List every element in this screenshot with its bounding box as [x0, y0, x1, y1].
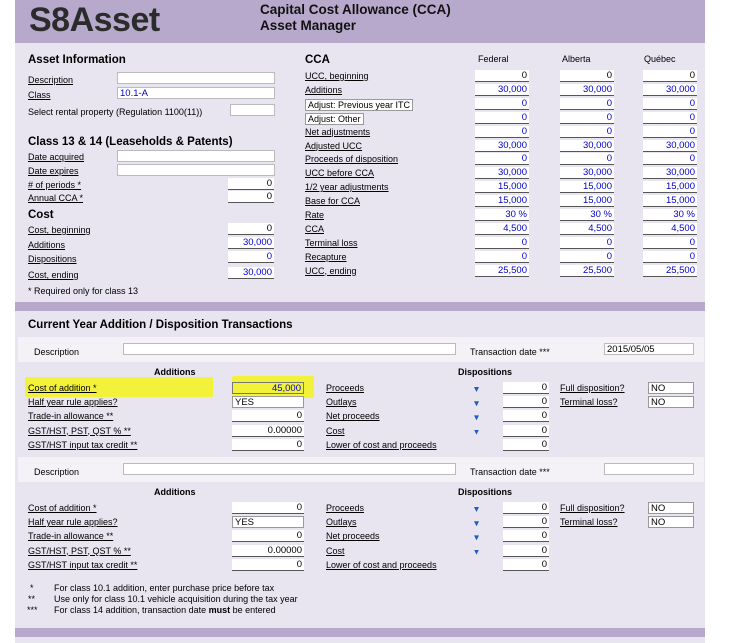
disposition-value-input[interactable]: 0 [503, 439, 549, 451]
addition-row-label: Cost of addition * [28, 383, 97, 393]
cca-value-quebec: 30,000 [643, 140, 697, 152]
transaction-date-input[interactable]: 2015/05/05 [604, 343, 694, 355]
disposition-row-label: Lower of cost and proceeds [326, 559, 437, 570]
transaction-date-input[interactable] [604, 463, 694, 475]
full-disposition-label: Full disposition? [560, 503, 625, 513]
cca-row-label: UCC before CCA [305, 168, 375, 179]
cca-row-label: CCA [305, 223, 325, 234]
description-label: Description [34, 347, 80, 357]
col-alberta: Alberta [562, 54, 591, 64]
addition-value-input[interactable]: 0 [232, 559, 304, 571]
rental-property-select[interactable] [230, 104, 275, 116]
cca-value-federal: 0 [475, 251, 529, 263]
cca-value-alberta: 30 % [560, 209, 614, 221]
cca-value-quebec: 30,000 [643, 84, 697, 96]
footnote-mark: * [30, 583, 34, 593]
cca-value-alberta: 30,000 [560, 167, 614, 179]
description-input[interactable] [123, 343, 456, 355]
date-acquired-label: Date acquired [28, 152, 85, 162]
cca-row-label: Terminal loss [305, 237, 358, 248]
cca-value-quebec: 15,000 [643, 181, 697, 193]
cca-value-alberta[interactable]: 0 [560, 98, 614, 110]
cca-heading: CCA [305, 54, 330, 66]
disposition-row-label: Cost [326, 545, 345, 556]
annual-cca-label: Annual CCA * [28, 193, 84, 203]
cca-value-quebec: 0 [643, 237, 697, 249]
cca-value-alberta: 0 [560, 237, 614, 249]
footnote-text: Use only for class 10.1 vehicle acquisition during the tax year [54, 594, 298, 604]
col-federal: Federal [478, 54, 509, 64]
cca-row-label: UCC, ending [305, 265, 357, 276]
disposition-value-input[interactable]: 0 [503, 410, 549, 422]
cca-value-alberta: 0 [560, 153, 614, 165]
disposition-value-input[interactable]: 0 [503, 516, 549, 528]
additions-heading: Additions [154, 367, 196, 377]
addition-row-label: GST/HST, PST, QST % ** [28, 545, 131, 556]
bottom-separator [15, 628, 705, 637]
cca-row-label: Adjusted UCC [305, 140, 363, 151]
title-line-1: Capital Cost Allowance (CCA) [260, 2, 451, 17]
app-title [260, 2, 451, 34]
date-expires-label: Date expires [28, 166, 79, 176]
disposition-row-label: Proceeds [326, 503, 365, 513]
disposition-row-label: Net proceeds [326, 531, 380, 542]
terminal-loss-label: Terminal loss? [560, 517, 618, 528]
cca-row-label: Rate [305, 210, 325, 220]
disposition-value-input[interactable]: 0 [503, 382, 549, 394]
cca-value-quebec: 0 [643, 126, 697, 138]
class-input[interactable]: 10.1-A [117, 87, 275, 99]
footnote-mark: *** [27, 605, 38, 615]
cost-dispositions-value: 0 [228, 251, 274, 263]
date-expires-input[interactable] [117, 164, 275, 176]
cost-heading: Cost [28, 209, 54, 221]
addition-row-label: Trade-in allowance ** [28, 411, 114, 422]
section-separator [15, 302, 705, 311]
cca-row-label: 1/2 year adjustments [305, 182, 389, 193]
cca-value-federal[interactable]: 0 [475, 112, 529, 124]
disposition-row-label: Outlays [326, 397, 357, 408]
additions-heading: Additions [154, 487, 196, 497]
disposition-value-input[interactable]: 0 [503, 396, 549, 408]
cca-value-quebec[interactable]: 0 [643, 112, 697, 124]
rental-property-label: Select rental property (Regulation 1100(11)) [28, 107, 203, 117]
addition-row-label: Trade-in allowance ** [28, 531, 114, 542]
addition-value-input[interactable]: 0 [232, 502, 304, 514]
footnote-text: For class 14 addition, transaction date must be entered [54, 605, 276, 615]
cca-value-federal: 0 [475, 70, 529, 82]
class13-footnote: * Required only for class 13 [28, 286, 139, 296]
cca-value-quebec: 0 [643, 153, 697, 165]
annual-cca-input[interactable]: 0 [228, 191, 274, 203]
cca-value-alberta: 0 [560, 70, 614, 82]
date-acquired-input[interactable] [117, 150, 275, 162]
cca-value-federal: 30,000 [475, 167, 529, 179]
description-input[interactable] [117, 72, 275, 84]
dispositions-heading: Dispositions [458, 487, 513, 497]
addition-row-label: GST/HST input tax credit ** [28, 559, 138, 570]
cca-row-label: Additions [305, 84, 343, 95]
addition-value-input[interactable]: 0 [232, 439, 304, 451]
addition-value-input[interactable]: 0 [232, 530, 304, 542]
cost-beginning-value: 0 [228, 223, 274, 235]
cca-value-federal: 25,500 [475, 265, 529, 277]
cca-row-label[interactable]: Adjust: Other [305, 113, 364, 125]
disposition-row-label: Proceeds [326, 383, 365, 393]
cca-value-quebec: 25,500 [643, 265, 697, 277]
cca-value-federal: 15,000 [475, 195, 529, 207]
disposition-value-input[interactable]: 0 [503, 530, 549, 542]
cost-row-label: Cost, ending [28, 270, 79, 280]
cca-row-label: Base for CCA [305, 196, 361, 207]
class-label: Class [28, 90, 51, 100]
transactions-heading: Current Year Addition / Disposition Transactions [28, 319, 293, 331]
cca-value-alberta: 0 [560, 251, 614, 263]
cca-value-federal: 30,000 [475, 140, 529, 152]
cca-value-alberta: 0 [560, 126, 614, 138]
half-year-select[interactable]: YES [232, 516, 304, 528]
disposition-value-input[interactable]: 0 [503, 425, 549, 437]
cca-value-alberta: 4,500 [560, 223, 614, 235]
addition-value-input[interactable]: 0 [232, 410, 304, 422]
addition-value-input[interactable]: 45,000 [232, 382, 304, 394]
cca-value-federal: 4,500 [475, 223, 529, 235]
cca-row-label[interactable]: Adjust: Previous year ITC [305, 99, 413, 111]
cost-ending-value: 30,000 [228, 267, 274, 279]
cca-value-alberta: 15,000 [560, 181, 614, 193]
cca-value-federal[interactable]: 0 [475, 98, 529, 110]
addition-row-label: GST/HST, PST, QST % ** [28, 425, 131, 436]
app-logo: S8Asset [29, 1, 160, 39]
cca-value-federal: 30 % [475, 209, 529, 221]
dispositions-heading: Dispositions [458, 367, 513, 377]
class13-heading: Class 13 & 14 (Leaseholds & Patents) [28, 136, 233, 148]
disposition-row-label: Net proceeds [326, 411, 380, 422]
cca-value-quebec: 15,000 [643, 195, 697, 207]
cca-row-label: Proceeds of disposition [305, 154, 399, 165]
disposition-row-label: Outlays [326, 517, 357, 528]
disposition-value-input[interactable]: 0 [503, 559, 549, 571]
full-disposition-select[interactable]: NO [648, 382, 694, 394]
disposition-value-input[interactable]: 0 [503, 502, 549, 514]
cca-value-alberta: 30,000 [560, 84, 614, 96]
cca-value-alberta[interactable]: 0 [560, 112, 614, 124]
periods-input[interactable]: 0 [228, 178, 274, 190]
addition-value-input[interactable]: 0.00000 [232, 425, 304, 437]
cca-value-federal: 0 [475, 237, 529, 249]
cca-value-quebec[interactable]: 0 [643, 98, 697, 110]
description-label: Description [28, 75, 74, 85]
description-input[interactable] [123, 463, 456, 475]
terminal-loss-select[interactable]: NO [648, 396, 694, 408]
asset-info-heading: Asset Information [28, 54, 126, 66]
addition-row-label: Half year rule applies? [28, 397, 118, 408]
cost-row-label: Additions [28, 240, 66, 250]
cca-value-quebec: 4,500 [643, 223, 697, 235]
cost-additions-value: 30,000 [228, 237, 274, 249]
cost-row-label: Cost, beginning [28, 225, 91, 235]
description-label: Description [34, 467, 80, 477]
terminal-loss-select[interactable]: NO [648, 516, 694, 528]
addition-row-label: GST/HST input tax credit ** [28, 439, 138, 450]
addition-row-label: Cost of addition * [28, 503, 97, 513]
cca-value-quebec: 0 [643, 251, 697, 263]
cca-value-alberta: 30,000 [560, 140, 614, 152]
full-disposition-label: Full disposition? [560, 383, 625, 393]
footnote-mark: ** [28, 594, 36, 604]
cca-value-quebec: 0 [643, 70, 697, 82]
half-year-select[interactable]: YES [232, 396, 304, 408]
cca-row-label: UCC, beginning [305, 71, 369, 81]
cca-value-alberta: 25,500 [560, 265, 614, 277]
cca-value-quebec: 30,000 [643, 167, 697, 179]
terminal-loss-label: Terminal loss? [560, 397, 618, 408]
disposition-row-label: Lower of cost and proceeds [326, 439, 437, 450]
cca-value-federal: 15,000 [475, 181, 529, 193]
transaction-date-label: Transaction date *** [470, 467, 550, 477]
col-quebec: Québec [644, 54, 676, 64]
footnote-text: For class 10.1 addition, enter purchase price before tax [54, 583, 275, 593]
title-line-2: Asset Manager [260, 18, 357, 33]
cca-value-federal: 30,000 [475, 84, 529, 96]
cca-row-label: Net adjustments [305, 126, 371, 137]
cca-value-federal: 0 [475, 126, 529, 138]
transaction-date-label: Transaction date *** [470, 347, 550, 357]
addition-row-label: Half year rule applies? [28, 517, 118, 528]
cca-value-federal: 0 [475, 153, 529, 165]
disposition-value-input[interactable]: 0 [503, 545, 549, 557]
cca-value-alberta: 15,000 [560, 195, 614, 207]
periods-label: # of periods * [28, 180, 82, 190]
cost-row-label: Dispositions [28, 254, 77, 264]
full-disposition-select[interactable]: NO [648, 502, 694, 514]
addition-value-input[interactable]: 0.00000 [232, 545, 304, 557]
disposition-row-label: Cost [326, 425, 345, 436]
header-bar [15, 0, 705, 43]
cca-value-quebec: 30 % [643, 209, 697, 221]
cca-row-label: Recapture [305, 251, 347, 262]
